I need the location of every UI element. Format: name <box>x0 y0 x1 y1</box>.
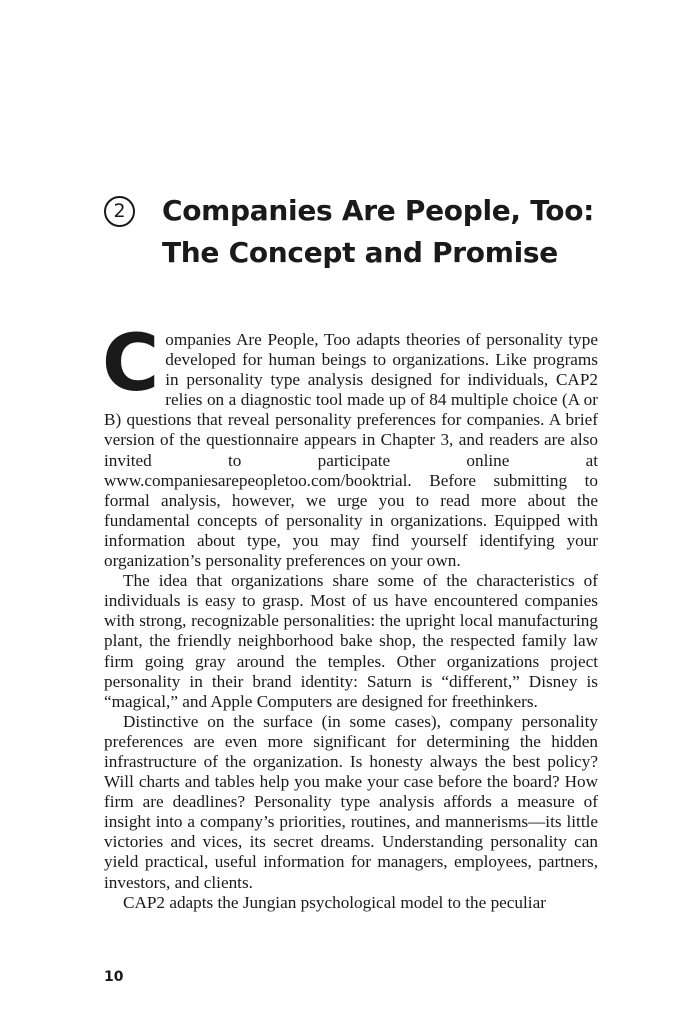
paragraph-1 <box>102 319 598 571</box>
chapter-title-line-2: The Concept and Promise <box>162 236 558 269</box>
chapter-body <box>102 319 598 913</box>
paragraph-1-text: ompanies Are People, Too adapts theories of personality type developed for human beings to organizations. Like programs in personality type analysis designed for individuals, CAP2 relies on a diagnostic tool made up of 84 multiple choice (A or B) questions that reveal personality preferences for companies. A brief version of the questionnaire appears in Chapter 3, and readers are also invited to participate online at www.companiesarepeopletoo.com/booktrial. Before submitting to formal analysis, however, we urge you to read more about the fundamental concepts of personality in organizations. Equipped with information about type, you may find yourself identifying your organization’s personality preferences on your own. <box>104 330 598 571</box>
paragraph-3: Distinctive on the surface (in some cases), company personality preferences are even more significant for determining the hidden infrastructure of the organization. Is honesty always the best policy? Will charts and tables help you make your case before the board? How firm are deadlines? Personality type analysis affords a measure of insight into a company’s priorities, routines, and mannerisms—its little victories and vices, its secret dreams. Understanding personality can yield practical, useful information for managers, employees, partners, investors, and clients. <box>104 711 598 892</box>
drop-cap: C <box>102 319 160 409</box>
chapter-number-badge: 2 <box>104 196 135 227</box>
paragraph-2: The idea that organizations share some of the characteristics of individuals is easy to grasp. Most of us have encountered companies with strong, recognizable personalities: the upright local manufacturing plant, the friendly neighborhood bake shop, the respected family law firm going gray around the temples. Other organizations project personality in their brand identity: Saturn is “different,” Disney is “magical,” and Apple Computers are designed for freethinkers. <box>104 571 598 711</box>
page-number: 10 <box>104 969 124 985</box>
chapter-title <box>162 190 594 274</box>
chapter-title-line-1: Companies Are People, Too: <box>162 194 595 227</box>
paragraph-4: CAP2 adapts the Jungian psychological model to the peculiar <box>123 892 546 912</box>
